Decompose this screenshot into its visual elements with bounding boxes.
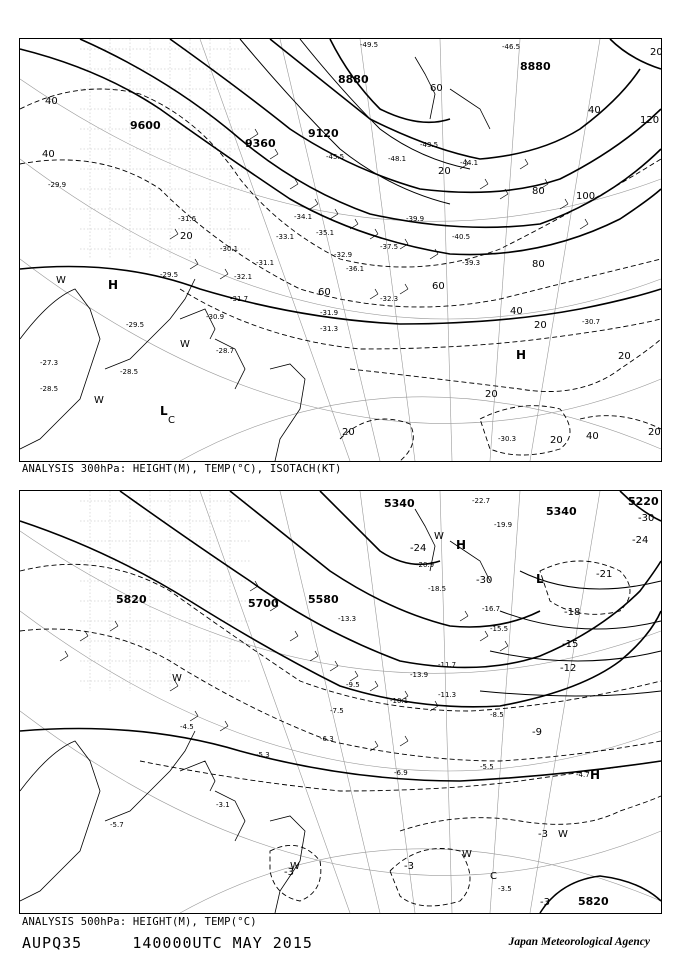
isotach-label: 60	[318, 287, 331, 298]
temp-label: -33.1	[276, 233, 295, 241]
temp-label: -31.6	[178, 215, 197, 223]
isotach-label: 40	[510, 306, 523, 317]
temp-contour-label: -3	[538, 829, 548, 840]
temp-contour-label: -12	[560, 663, 577, 674]
chart-300hpa-panel	[19, 38, 662, 462]
temp-label: -32.3	[380, 295, 399, 303]
isotach-label: 20	[648, 427, 661, 438]
temp-contour-label: -24	[410, 543, 427, 554]
station-label: -13.9	[410, 671, 429, 679]
station-labels	[110, 497, 590, 893]
chart-300hpa-caption: ANALYSIS 300hPa: HEIGHT(M), TEMP(°C), ISOTACH(KT)	[22, 463, 342, 475]
height-label-5820b: 5820	[578, 895, 609, 908]
graticule	[20, 39, 661, 461]
height-label-5340b: 5340	[546, 505, 577, 518]
temp-label: -29.9	[48, 181, 67, 189]
temp-contour-label: -18	[564, 607, 581, 618]
warm-center-symbol: W	[558, 829, 568, 840]
station-label: -10.1	[390, 697, 409, 705]
station-label: -19.9	[494, 521, 513, 529]
temp-label: -28.7	[216, 347, 235, 355]
bulletin-code: AUPQ35	[22, 934, 83, 952]
temp-label: -40.5	[452, 233, 471, 241]
temp-label: -29.5	[126, 321, 145, 329]
isotach-label: 20	[550, 435, 563, 446]
temp-label: -48.1	[388, 155, 407, 163]
dotted-grid	[80, 491, 250, 691]
isotach-label: 120	[640, 115, 660, 126]
temp-contour-label: -9	[532, 727, 542, 738]
height-label-5820: 5820	[116, 593, 147, 606]
cold-center-symbol: C	[490, 871, 497, 882]
temp-label: -28.5	[40, 385, 59, 393]
temp-label: -34.1	[294, 213, 313, 221]
dotted-grid	[80, 39, 250, 259]
high-pressure-symbol: H	[456, 538, 467, 552]
temp-label: -39.9	[406, 215, 425, 223]
station-label: -9.5	[346, 681, 360, 689]
temp-label: -44.1	[460, 159, 479, 167]
isotach-label: 40	[586, 431, 599, 442]
height-label-5580: 5580	[308, 593, 339, 606]
isotach-label: 40	[588, 105, 601, 116]
temp-contour-label: -30	[476, 575, 493, 586]
high-pressure-symbol: H	[516, 348, 527, 362]
warm-center-symbol: W	[290, 861, 300, 872]
high-pressure-symbol: H	[590, 768, 601, 782]
isotach-label: 20	[650, 47, 663, 58]
temp-label: -31.7	[230, 295, 249, 303]
isotach-label: 60	[432, 281, 445, 292]
isotach-label: 80	[532, 186, 545, 197]
low-pressure-symbol: L	[160, 404, 168, 418]
temp-contour-label: -15	[562, 639, 579, 650]
temp-label: -30.3	[498, 435, 517, 443]
temp-label: -28.5	[120, 368, 139, 376]
temp-label: -32.1	[234, 273, 253, 281]
warm-center-symbol: W	[56, 275, 66, 286]
temp-label: -37.5	[380, 243, 399, 251]
temp-label: -31.9	[320, 309, 339, 317]
station-label: -4.7	[576, 771, 590, 779]
temp-label: -32.9	[334, 251, 353, 259]
temp-label: -27.3	[40, 359, 59, 367]
warm-center-symbol: W	[172, 673, 182, 684]
station-label: -13.3	[338, 615, 357, 623]
chart-500hpa-panel	[19, 490, 662, 914]
station-label: -20.9	[416, 561, 435, 569]
isotach-label: 20	[342, 427, 355, 438]
isotach-label: 20	[618, 351, 631, 362]
station-label: -3.1	[216, 801, 230, 809]
high-pressure-symbol: H	[108, 278, 119, 292]
temp-contour-label: -3	[540, 897, 550, 908]
temp-label: -39.3	[462, 259, 481, 267]
station-label: -5.7	[110, 821, 124, 829]
isotach-label: 20	[438, 166, 451, 177]
isotach-label: 40	[45, 96, 58, 107]
temp-contour-label: -30	[638, 513, 655, 524]
temp-label: -31.3	[320, 325, 339, 333]
temp-label: -35.1	[316, 229, 335, 237]
temp-label: -43.5	[420, 141, 439, 149]
temp-label: -45.5	[326, 153, 345, 161]
temp-label: -30.9	[206, 313, 225, 321]
station-label: -11.3	[438, 691, 457, 699]
agency-name: Japan Meteorological Agency	[508, 936, 650, 948]
isotach-label: 20	[534, 320, 547, 331]
temp-label: -30.7	[582, 318, 601, 326]
temp-label: -46.5	[502, 43, 521, 51]
cold-center-symbol: C	[168, 415, 175, 426]
temp-label: -30.1	[220, 245, 239, 253]
warm-center-symbol: W	[462, 849, 472, 860]
temp-label: -49.5	[360, 41, 379, 49]
bulletin-header	[22, 934, 313, 952]
height-label-9600: 9600	[130, 119, 161, 132]
temp-contour-label: -3	[284, 867, 294, 878]
temperature-labels	[40, 41, 600, 443]
wind-barbs	[170, 129, 588, 299]
isotach-label: 20	[180, 231, 193, 242]
chart-300hpa-map	[20, 39, 661, 461]
height-label-9120: 9120	[308, 127, 339, 140]
height-label-8880b: 8880	[520, 60, 551, 73]
chart-500hpa-caption: ANALYSIS 500hPa: HEIGHT(M), TEMP(°C)	[22, 916, 257, 928]
temp-label: -31.1	[256, 259, 275, 267]
warm-center-symbol: W	[180, 339, 190, 350]
height-label-8880: 8880	[338, 73, 369, 86]
station-label: -22.7	[472, 497, 491, 505]
warm-center-symbol: W	[94, 395, 104, 406]
station-label: -16.7	[482, 605, 501, 613]
isotach-label: 40	[42, 149, 55, 160]
chart-500hpa-map	[20, 491, 661, 913]
isotach-label: 100	[576, 191, 596, 202]
station-label: -7.5	[330, 707, 344, 715]
warm-center-symbol: W	[434, 531, 444, 542]
height-label-9360: 9360	[245, 137, 276, 150]
station-label: -3.5	[498, 885, 512, 893]
isotach-label: 80	[532, 259, 545, 270]
station-label: -6.3	[320, 735, 334, 743]
height-label-5700: 5700	[248, 597, 279, 610]
temp-contour-label: -21	[596, 569, 613, 580]
temp-contour-label: -3	[404, 861, 414, 872]
isotach-label: 60	[430, 83, 443, 94]
coastline	[20, 57, 490, 461]
temp-label: -29.5	[160, 271, 179, 279]
isotach-label: 20	[485, 389, 498, 400]
temp-contour-label: -24	[632, 535, 649, 546]
station-label: -4.5	[180, 723, 194, 731]
isotherms	[480, 571, 661, 696]
graticule	[20, 491, 661, 913]
low-pressure-symbol: L	[536, 572, 544, 586]
station-label: -18.5	[428, 585, 447, 593]
height-label-5220: 5220	[628, 495, 659, 508]
station-label: -8.5	[490, 711, 504, 719]
bulletin-time: 140000UTC MAY 2015	[132, 934, 313, 952]
height-label-5340: 5340	[384, 497, 415, 510]
station-label: -11.7	[438, 661, 457, 669]
station-label: -6.9	[394, 769, 408, 777]
station-label: -15.5	[490, 625, 509, 633]
station-label: -5.5	[480, 763, 494, 771]
temp-label: -36.1	[346, 265, 365, 273]
isotachs	[20, 89, 661, 461]
station-label: -5.3	[256, 751, 270, 759]
